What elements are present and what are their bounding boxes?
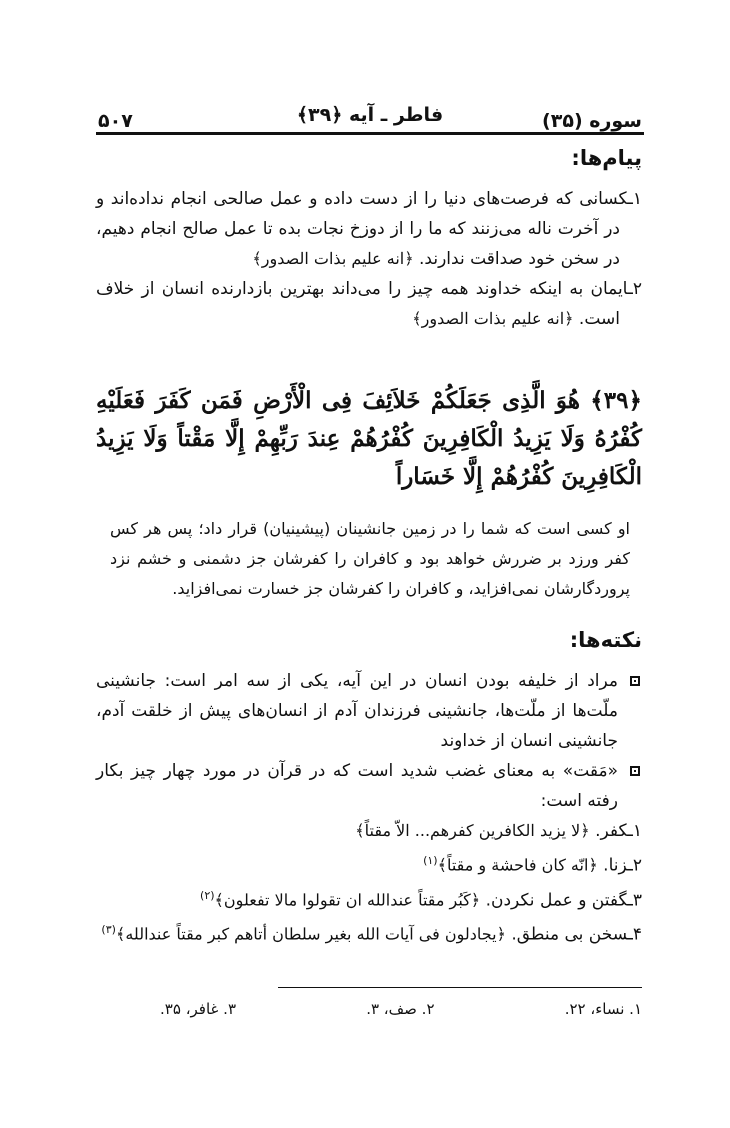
message-text: ایمان به اینکه خداوند همه چیز را می‌داند بهترین بازدارنده انسان از خلاف است. [96, 279, 628, 329]
item-number: ۲ـ [627, 855, 642, 876]
message-item-1 [96, 184, 642, 274]
footnote-marker: (۲) [200, 888, 215, 902]
item-reference: ﴿کَبُر مقتاً عندالله ان تقولوا مالا تفعلون﴾ [214, 890, 481, 910]
note-bullet-1 [96, 666, 642, 756]
item-text: سخن بی منطق. [511, 924, 628, 945]
maqt-item-3 [96, 881, 642, 916]
item-number: ۴ـ [627, 924, 642, 945]
square-bullet-icon [630, 766, 640, 776]
footnote-rule [278, 987, 642, 988]
note-text: «مَقت» به معنای غضب شدید است که در قرآن در مورد چهار چیز بکار رفته است: [96, 761, 618, 811]
footnotes [160, 1000, 642, 1018]
maqt-item-4 [96, 915, 642, 950]
item-text: کفر. [595, 821, 628, 841]
running-header [98, 96, 642, 132]
item-reference: ﴿یجادلون فی آیات الله بغیر سلطان أتاهم کبر مقتاً عندالله﴾ [115, 924, 506, 944]
square-bullet-icon [630, 676, 640, 686]
notes-heading: نکته‌ها: [569, 628, 642, 652]
message-reference: ﴿انه علیم بذات الصدور﴾ [412, 309, 574, 328]
notes-list [96, 666, 642, 950]
page-number: ۵۰۷ [98, 110, 133, 132]
message-number: ۲ـ [627, 279, 642, 299]
verse-text: هُوَ الَّذِی جَعَلَکُمْ خَلاَئِفَ فِی الْأَرْضِ فَمَن کَفَرَ فَعَلَیْهِ کُفْرُهُ وَلَا یَزِیدُ الْکَافِرِینَ کُفْرُهُمْ عِندَ رَبِّهِمْ إِلَّا مَقْتاً وَلَا یَزِیدُ الْکَافِرِینَ کُفْرُهُمْ إِلَّا خَسَاراً [96, 387, 642, 490]
maqt-item-1 [96, 816, 642, 846]
quran-verse [96, 382, 642, 496]
header-title: فاطر ـ آیه ﴿۳۹﴾ [296, 104, 444, 126]
item-reference: ﴿لا یزید الکافرین کفرهم... الاّ مقتاً﴾ [355, 821, 590, 840]
footnote-marker: (۱) [423, 854, 438, 867]
footnote-1: ۱. نساء، ۲۲. [564, 1000, 642, 1018]
messages-heading: پیام‌ها: [571, 146, 642, 170]
message-number: ۱ـ [627, 189, 642, 209]
item-text: گفتن و عمل نکردن. [485, 890, 628, 911]
maqt-item-2 [96, 846, 642, 881]
header-rule [96, 132, 644, 135]
verse-number: ﴿۳۹﴾ [590, 387, 642, 414]
message-text: کسانی که فرصت‌های دنیا را از دست داده و عمل صالحی انجام نداده‌اند و در آخرت ناله می‌زنند که ما را از دوزخ نجات بده تا عمل صالح انجام دهیم، در سخن خود صداقت ندارند. [96, 189, 628, 269]
note-bullet-2 [96, 756, 642, 816]
item-number: ۳ـ [627, 890, 642, 911]
footnote-2: ۲. صف، ۳. [366, 1000, 435, 1018]
item-text: زنا. [603, 855, 628, 876]
message-reference: ﴿انه علیم بذات الصدور﴾ [252, 249, 414, 268]
messages-list [96, 184, 642, 334]
note-text: مراد از خلیفه بودن انسان در این آیه، یکی از سه امر است: جانشینی ملّت‌ها از ملّت‌ها، جانشینی فرزندان آدم از انسان‌های پیش از خلقت آدم، جانشینی انسان از خداوند [96, 671, 618, 751]
item-number: ۱ـ [627, 821, 642, 841]
message-item-2 [96, 274, 642, 334]
header-surah: سوره (۳۵) [542, 110, 642, 132]
verse-translation: او کسی است که شما را در زمین جانشینان (پیشینیان) قرار داد؛ پس هر کس کفر ورزد بر ضررش خواهد بود و کافران را کفرشان جز دشمنی و خشم نزد پروردگارشان نمی‌افزاید، و کافران را کفرشان جز خسارت نمی‌افزاید. [110, 519, 630, 598]
footnote-marker: (۳) [101, 923, 116, 937]
item-reference: ﴿انّه کان فاحشة و مقتاً﴾ [437, 855, 598, 875]
footnote-3: ۳. غافر، ۳۵. [160, 1000, 236, 1018]
